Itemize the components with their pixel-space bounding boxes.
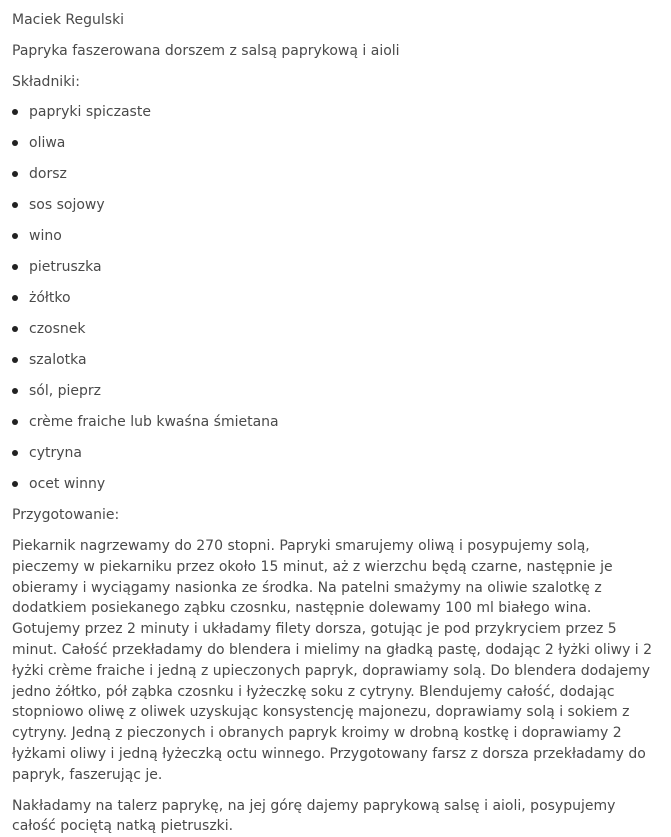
list-item	[12, 381, 659, 401]
bullet-icon	[12, 171, 18, 177]
ingredient-text: cytryna	[29, 445, 82, 461]
ingredient-text: sól, pieprz	[29, 383, 102, 399]
ingredient-text: ocet winny	[29, 476, 106, 492]
author-name: Maciek Regulski	[12, 12, 125, 28]
serving-paragraph: Nakładamy na talerz paprykę, na jej górę dajemy paprykową salsę i aioli, posypujemy całość pociętą natką pietruszki.	[12, 797, 616, 835]
list-item	[12, 319, 659, 339]
bullet-icon	[12, 264, 18, 270]
bullet-icon	[12, 450, 18, 456]
bullet-icon	[12, 357, 18, 363]
ingredient-text: crème fraiche lub kwaśna śmietana	[29, 414, 279, 430]
list-item	[12, 133, 659, 153]
ingredient-text: sos sojowy	[29, 197, 105, 213]
ingredient-text: żółtko	[29, 290, 71, 306]
list-item	[12, 443, 659, 463]
recipe-title: Papryka faszerowana dorszem z salsą paprykową i aioli	[12, 43, 400, 59]
bullet-icon	[12, 481, 18, 487]
bullet-icon	[12, 419, 18, 425]
ingredient-text: pietruszka	[29, 259, 102, 275]
bullet-icon	[12, 233, 18, 239]
list-item	[12, 412, 659, 432]
list-item	[12, 474, 659, 494]
bullet-icon	[12, 388, 18, 394]
ingredients-heading: Składniki:	[12, 74, 80, 90]
list-item	[12, 257, 659, 277]
ingredients-list	[12, 102, 659, 494]
list-item	[12, 288, 659, 308]
list-item	[12, 195, 659, 215]
bullet-icon	[12, 295, 18, 301]
list-item	[12, 164, 659, 184]
bullet-icon	[12, 140, 18, 146]
bullet-icon	[12, 109, 18, 115]
bullet-icon	[12, 202, 18, 208]
list-item	[12, 102, 659, 122]
ingredient-text: wino	[29, 228, 62, 244]
bullet-icon	[12, 326, 18, 332]
ingredient-text: papryki spiczaste	[29, 104, 151, 120]
list-item	[12, 226, 659, 246]
preparation-heading: Przygotowanie:	[12, 507, 120, 523]
preparation-paragraph: Piekarnik nagrzewamy do 270 stopni. Papryki smarujemy oliwą i posypujemy solą, pieczemy w piekarniku przez około 15 minut, aż z wierzchu będą czarne, następnie je obieramy i wyciągamy nasionka ze środka. Na patelni smażymy na oliwie szalotkę z dodatkiem posiekanego ząbku czosnku, następnie dolewamy 100 ml białego wina. Gotujemy przez 2 minuty i układamy filety dorsza, gotując je pod przykryciem przez 5 minut. Całość przekładamy do blendera i mielimy na gładką pastę, dodając 2 łyżki oliwy i 2 łyżki crème fraiche i jedną z upieczonych papryk, doprawiamy solą. Do blendera dodajemy jedno żółtko, pół ząbka czosnku i łyżeczkę soku z cytryny. Blendujemy całość, dodając stopniowo oliwę z oliwek uzyskując konsystencję majonezu, doprawiamy solą i sokiem z cytryny. Jedną z pieczonych i obranych papryk kroimy w drobną kostkę i doprawiamy 2 łyżkami oliwy i jedną łyżeczką octu winnego. Przygotowany farsz z dorsza przekładamy do papryk, faszerując je.	[12, 538, 653, 783]
list-item	[12, 350, 659, 370]
ingredient-text: oliwa	[29, 135, 66, 151]
ingredient-text: szalotka	[29, 352, 87, 368]
ingredient-text: dorsz	[29, 166, 67, 182]
ingredient-text: czosnek	[29, 321, 86, 337]
